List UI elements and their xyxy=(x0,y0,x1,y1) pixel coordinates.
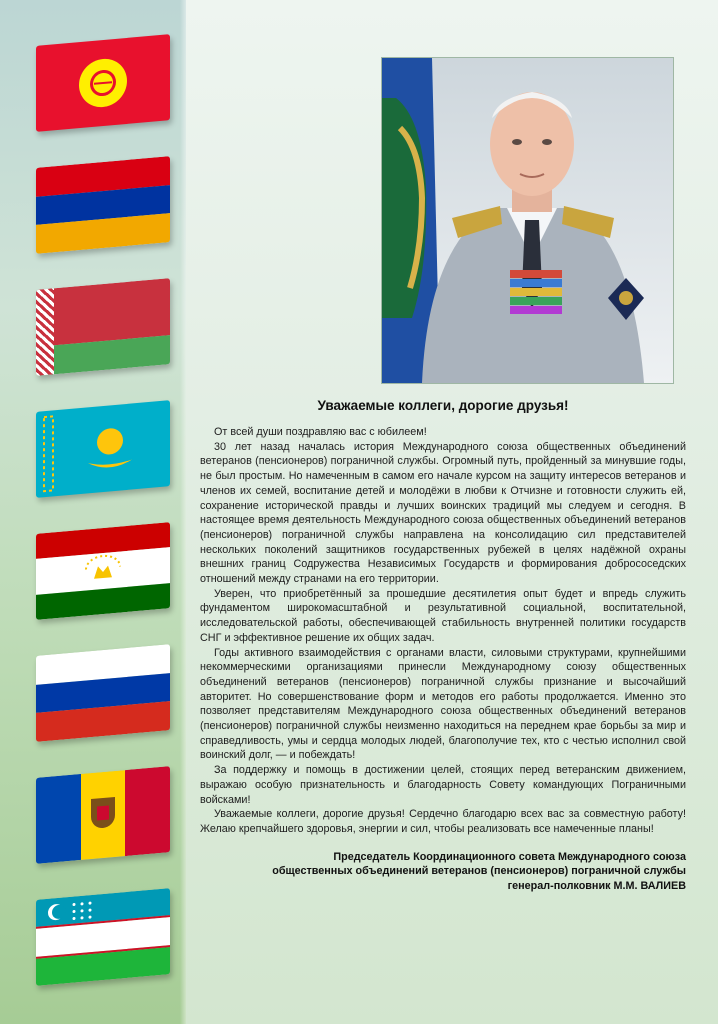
letter-paragraph: Годы активного взаимодействия с органами власти, силовыми структурами, крупнейшими некоммерческими организациями принесли Международному союзу общественных объединений ветеранов (пенсионеров) пограничной службы признание и высочайший авторитет. Но совершенствование форм и методов его работы продолжается. Именно это позволяет представителям Международного союза общественных объединений ветеранов (пенсионеров) пограничной службы неизменно находиться на переднем крае борьбы за мир и справедливость, умы и сердца молодых людей, благополучие тех, кто с честью исполнил свой воинский долг, — и побеждать! xyxy=(200,646,686,762)
flag-uzbekistan xyxy=(36,888,170,986)
flag-tajikistan xyxy=(36,522,170,620)
signature-block xyxy=(200,850,686,894)
flag-armenia xyxy=(36,156,170,254)
flag-belarus xyxy=(36,278,170,376)
flag-moldova xyxy=(36,766,170,864)
signature-name: генерал-полковник М.М. ВАЛИЕВ xyxy=(507,880,686,893)
flag-sidebar xyxy=(0,0,186,1024)
letter-content xyxy=(200,398,686,894)
signature-line: Председатель Координационного совета Международного союза xyxy=(333,850,686,863)
signature-line: общественных объединений ветеранов (пенсионеров) пограничной службы xyxy=(272,865,686,878)
letter-heading: Уважаемые коллеги, дорогие друзья! xyxy=(317,398,569,413)
letter-paragraph: Уважаемые коллеги, дорогие друзья! Сердечно благодарю всех вас за совместную работу! Желаю крепчайшего здоровья, энергии и сил, чтобы реализовать все намеченные планы! xyxy=(200,808,686,835)
letter-paragraph: За поддержку и помощь в достижении целей, стоящих перед ветеранским движением, выражаю особую признательность и благодарность Совету командующих Пограничными войсками! xyxy=(200,764,686,806)
letter-paragraph: 30 лет назад началась история Международного союза общественных объединений ветеранов (пенсионеров) пограничной службы. Огромный путь, пройденный за минувшие годы, не был простым. Но намеченным в самом его начале курсом на защиту интересов ветеранов и членов их семей, воспитание детей и молодёжи в любви к Отчизне и готовности служить ей, сохранение исторической правды и лучших воинских традиций мы следуем и сегодня. В настоящее время деятельность Международного союза общественных объединений ветеранов (пенсионеров) пограничной службы направлена на консолидацию сил представителей нескольких поколений защитников государственных рубежей в целях надёжной охраны внешних границ Содружества Независимых Государств и формирования добрососедских отношений между странами на его территории. xyxy=(200,440,686,586)
flag-kazakhstan xyxy=(36,400,170,498)
flag-russia xyxy=(36,644,170,742)
portrait-photo xyxy=(381,57,674,384)
letter-paragraph: От всей души поздравляю вас с юбилеем! xyxy=(214,426,427,438)
flag-kyrgyzstan xyxy=(36,34,170,132)
letter-paragraph: Уверен, что приобретённый за прошедшие десятилетия опыт будет и впредь служить фундаментом широкомасштабной и результативной социальной, воспитательной, исследовательской работы, обеспечивающей стабильность внутренней политики государств СНГ и эффективное решение их общих задач. xyxy=(200,587,686,644)
